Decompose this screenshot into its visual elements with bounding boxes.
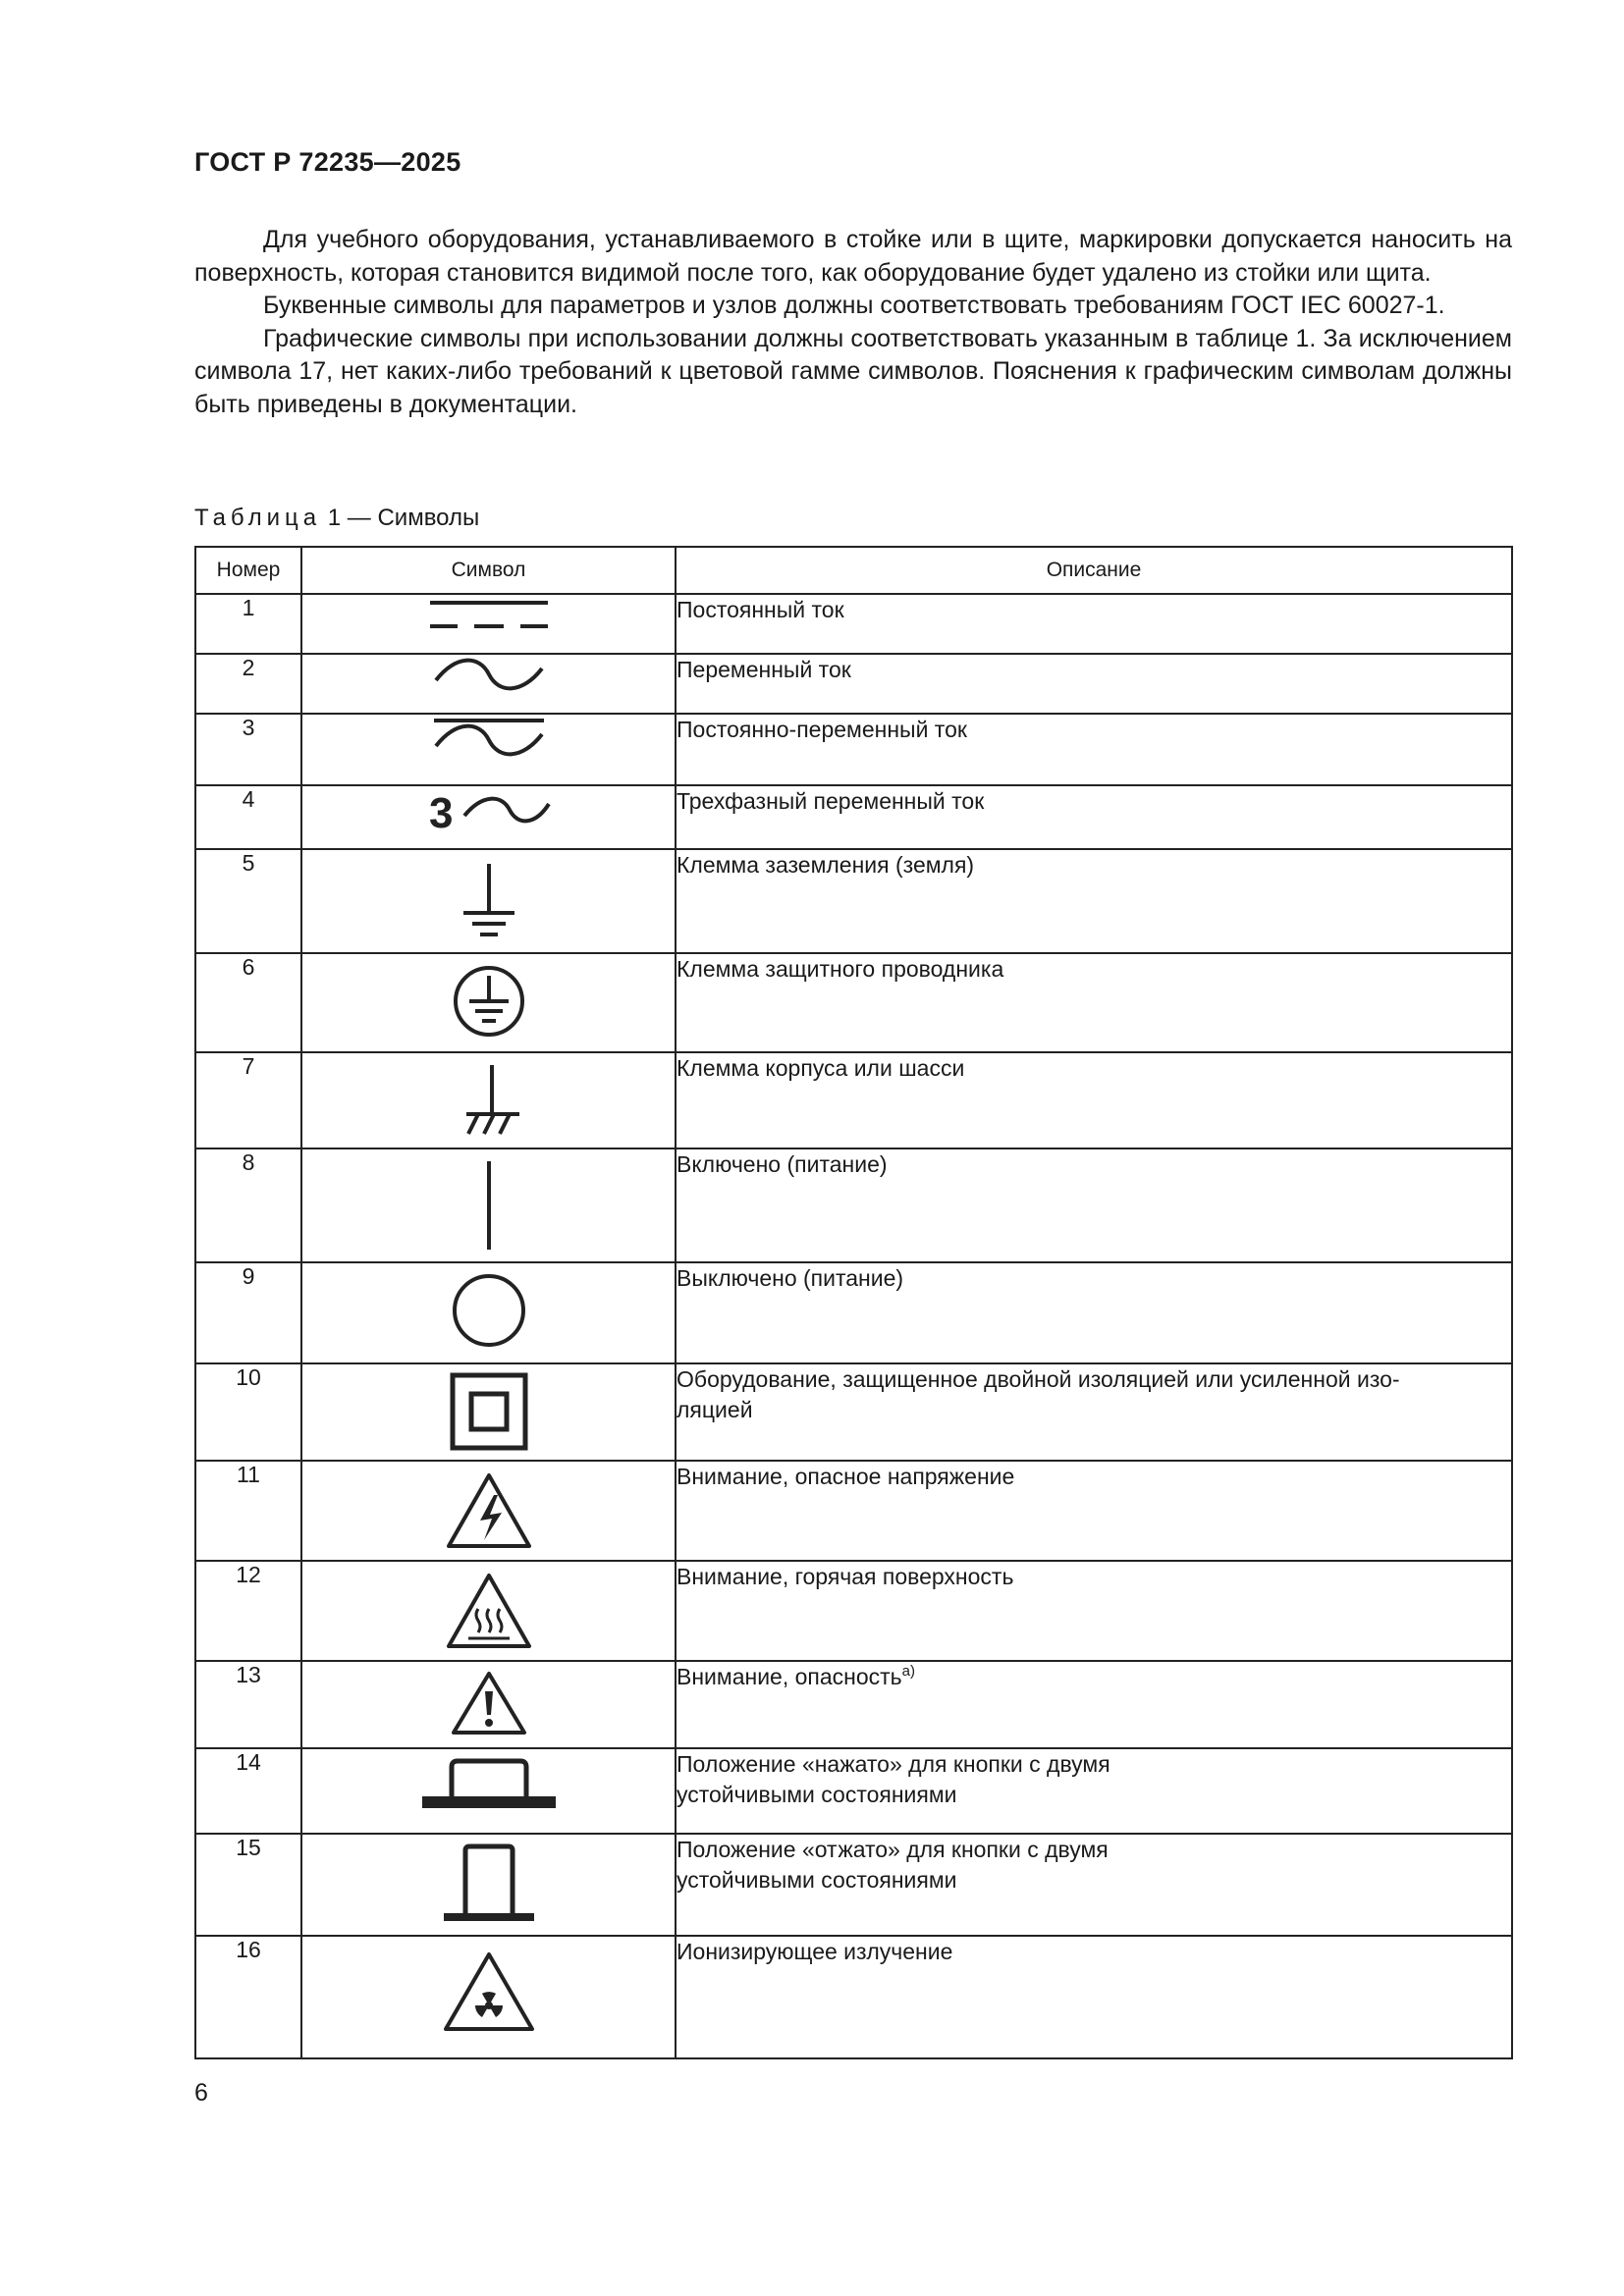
table-row xyxy=(195,1748,1512,1834)
row-number: 4 xyxy=(195,785,301,849)
row-description-text: Внимание, опасность xyxy=(677,1664,902,1689)
row-number: 11 xyxy=(195,1461,301,1561)
table-row xyxy=(195,1052,1512,1148)
paragraph: Буквенные символы для параметров и узлов должны соответствовать требованиям ГОСТ IEC 60027-1. xyxy=(263,292,1445,319)
table-row xyxy=(195,1936,1512,2058)
row-description xyxy=(676,1661,1512,1748)
dc-current-icon xyxy=(425,595,553,634)
table-row xyxy=(195,849,1512,953)
row-number: 12 xyxy=(195,1561,301,1661)
row-description: Положение «отжато» для кнопки с двумя устойчивыми состояниями xyxy=(676,1834,1512,1936)
ac-current-icon xyxy=(430,655,548,694)
protective-earth-icon xyxy=(452,964,526,1039)
row-description: Постоянный ток xyxy=(676,594,1512,654)
row-number: 16 xyxy=(195,1936,301,2058)
row-description: Клемма корпуса или шасси xyxy=(676,1052,1512,1148)
row-number: 14 xyxy=(195,1748,301,1834)
row-number: 7 xyxy=(195,1052,301,1148)
table-row xyxy=(195,1561,1512,1661)
dc-ac-current-icon xyxy=(430,715,548,762)
row-description: Клемма заземления (земля) xyxy=(676,849,1512,953)
table-row xyxy=(195,1834,1512,1936)
row-description: Внимание, опасное напряжение xyxy=(676,1461,1512,1561)
button-pressed-icon xyxy=(420,1755,558,1814)
row-description: Положение «нажато» для кнопки с двумя устойчивыми состояниями xyxy=(676,1748,1512,1834)
page-number: 6 xyxy=(194,2079,208,2107)
ionizing-radiation-icon xyxy=(442,1950,536,2035)
row-number: 8 xyxy=(195,1148,301,1262)
header-number: Номер xyxy=(195,547,301,594)
table-row xyxy=(195,654,1512,714)
row-number: 3 xyxy=(195,714,301,785)
table-row xyxy=(195,714,1512,785)
hot-surface-warning-icon xyxy=(445,1572,533,1650)
row-description: Постоянно-переменный ток xyxy=(676,714,1512,785)
table-row xyxy=(195,953,1512,1052)
row-description: Внимание, горячая поверхность xyxy=(676,1561,1512,1661)
row-number: 10 xyxy=(195,1363,301,1461)
row-number: 1 xyxy=(195,594,301,654)
button-released-icon xyxy=(440,1842,538,1925)
document-header: ГОСТ Р 72235—2025 xyxy=(194,147,461,177)
general-warning-icon xyxy=(450,1670,528,1736)
row-number: 13 xyxy=(195,1661,301,1748)
row-number: 15 xyxy=(195,1834,301,1936)
row-description: Трехфазный переменный ток xyxy=(676,785,1512,849)
high-voltage-warning-icon xyxy=(445,1471,533,1550)
row-number: 2 xyxy=(195,654,301,714)
paragraph: Графические символы при использовании должны соответствовать указанным в таблице 1. За исключением символа 17, нет каких-либо требований к цветовой гамме символов. Пояснения к графическим символам должны быть приведены в документации. xyxy=(194,324,1512,418)
row-description: Ионизирующее излучение xyxy=(676,1936,1512,2058)
double-insulation-icon xyxy=(450,1372,528,1451)
row-description: Выключено (питание) xyxy=(676,1262,1512,1363)
table-header-row xyxy=(195,547,1512,594)
row-description: Оборудование, защищенное двойной изоляцией или усиленной изо- ляцией xyxy=(676,1363,1512,1461)
table-row xyxy=(195,1148,1512,1262)
row-description: Включено (питание) xyxy=(676,1148,1512,1262)
table-caption-title: 1 — Символы xyxy=(321,505,480,531)
symbols-table xyxy=(194,546,1513,2059)
three-phase-label: 3 xyxy=(428,789,453,837)
body-text xyxy=(194,224,1512,421)
power-on-icon xyxy=(479,1159,499,1252)
table-row xyxy=(195,1363,1512,1461)
row-number: 5 xyxy=(195,849,301,953)
chassis-ground-icon xyxy=(455,1063,523,1142)
earth-ground-icon xyxy=(460,862,518,940)
footnote-mark: а) xyxy=(901,1663,916,1680)
table-caption xyxy=(194,505,479,532)
header-symbol: Символ xyxy=(301,547,676,594)
three-phase-ac-icon xyxy=(425,786,553,837)
table-row xyxy=(195,1661,1512,1748)
row-number: 6 xyxy=(195,953,301,1052)
header-description: Описание xyxy=(676,547,1512,594)
table-row xyxy=(195,1262,1512,1363)
table-caption-prefix: Таблица xyxy=(194,505,322,531)
table-row xyxy=(195,785,1512,849)
paragraph: Для учебного оборудования, устанавливаемого в стойке или в щите, маркировки допускается наносить на поверхность, которая становится видимой после того, как оборудование будет удалено из стойки или щита. xyxy=(194,226,1512,287)
row-description: Переменный ток xyxy=(676,654,1512,714)
row-number: 9 xyxy=(195,1262,301,1363)
table-row xyxy=(195,594,1512,654)
table-row xyxy=(195,1461,1512,1561)
power-off-icon xyxy=(450,1271,528,1350)
row-description: Клемма защитного проводника xyxy=(676,953,1512,1052)
